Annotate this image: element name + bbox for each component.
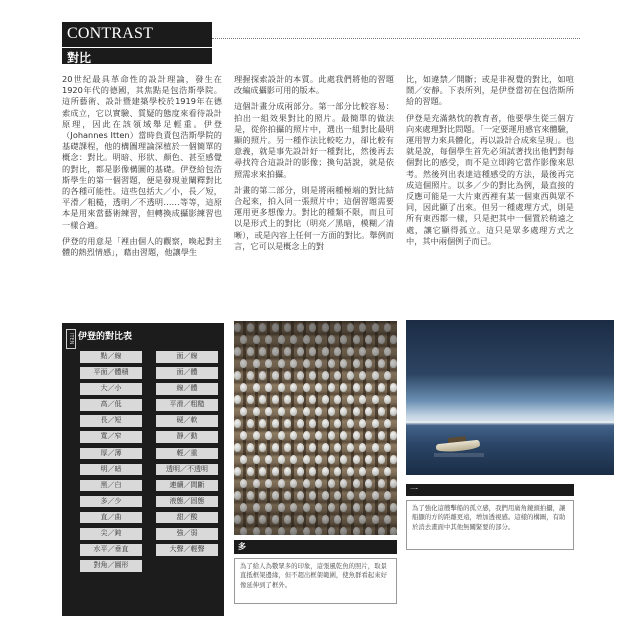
contrast-pair: 多／少 bbox=[80, 496, 142, 508]
contrast-pair: 厚／薄 bbox=[80, 448, 142, 460]
contrast-pair: 液態／固態 bbox=[156, 496, 218, 508]
boat-hull bbox=[436, 440, 481, 454]
contrast-pair: 寬／窄 bbox=[80, 431, 142, 443]
photo1-caption-box bbox=[234, 558, 397, 604]
contrast-pair: 黑／白 bbox=[80, 480, 142, 492]
paragraph: 這個計畫分成兩部分。第一部分比較容易：拍出一組效果對比的照片。最簡單的做法是，從你拍攝的照片中，選出一組對比最明顯的照片。另一種作法比較吃力，卻比較有意義，就是事先設計好一種對比，然後再去尋找符合這設計的影像；換句話說，就是依照需求來拍攝。 bbox=[234, 101, 394, 179]
paragraph: 比，如違禁／開斷；或是非視覺的對比，如喧鬧／安靜。下表所列，是伊登當初在包浩斯所給的習題。 bbox=[406, 74, 574, 107]
photo-vignette bbox=[234, 321, 397, 535]
paragraph: 伊登是充滿熱忱的教育者，他要學生從三個方向來處理對比問題。「一定要運用感官來體驗，運用智力來具體化，再以設計合成來呈現」。也就是說，每個學生首先必須試著找出他們對每個對比的感受，而不是立即跨它當作影像來思考。然後列出表達這種感受的方法，最後再完成這個照片。以多／少的對比為例，最直接的反應可能是一大片東西裡有某一個東西與眾不同，因此顯了出來。但另一種處理方式，則是所有東西都一樣，只是把其中一個置於稍遠之處，讓它顯得孤立。這只是眾多處理方式之中，其中兩個例子而已。 bbox=[406, 112, 574, 246]
photo2-caption-box bbox=[406, 500, 574, 550]
contrast-pair: 對角／圓形 bbox=[80, 560, 142, 572]
sidebar-tag: ITEN bbox=[66, 329, 76, 349]
photo2-label-bar bbox=[406, 484, 574, 496]
contrast-pair: 尖／鈍 bbox=[80, 528, 142, 540]
photo1-label-bar bbox=[234, 540, 397, 554]
contrast-pair: 靜／動 bbox=[156, 431, 218, 443]
horizon-line bbox=[406, 421, 614, 423]
contrast-pair: 大聲／輕聲 bbox=[156, 544, 218, 556]
contrast-pair: 平滑／粗糙 bbox=[156, 399, 218, 411]
paragraph: 20世紀最具革命性的設計理論，發生在1920年代的德國，其焦點是包浩斯學院。這所藝術、設計暨建築學校於1919年在德索成立，它以實驗、質疑的態度來看待設計原理，因此在該領域舉足輕重。伊登（Johannes Itten）當時負責包浩斯學院的基礎課程，他的構圖理論深植於一個簡單的概念：對比。明暗、形狀、顏色、甚至感覺的對比，都是影像構圖的基礎。伊登給包浩斯學生的第一個習題，便是發現並闡釋對比的各種可能性。這些包括大／小，長／短，平滑／粗糙，透明／不透明……等等，這原本是用來當藝術練習，但轉換成攝影練習也一樣合適。 bbox=[62, 74, 222, 230]
contrast-pair: 線／體 bbox=[156, 383, 218, 395]
body-column-3 bbox=[406, 74, 574, 252]
contrast-pair: 面／體 bbox=[156, 367, 218, 379]
water-reflection bbox=[434, 453, 484, 457]
contrast-pair: 點／線 bbox=[80, 351, 142, 363]
contrast-table-title: 伊登的對比表 bbox=[78, 332, 133, 342]
header-dotted-rule bbox=[212, 38, 580, 39]
contrast-pair: 大／小 bbox=[80, 383, 142, 395]
contrast-pair: 甜／酸 bbox=[156, 512, 218, 524]
photo-dried-fish bbox=[234, 321, 397, 535]
contrast-pair: 直／曲 bbox=[80, 512, 142, 524]
header-title-zh: 對比 bbox=[67, 51, 92, 65]
contrast-pair: 面／線 bbox=[156, 351, 218, 363]
body-column-1 bbox=[62, 74, 222, 263]
contrast-pair: 明／暗 bbox=[80, 464, 142, 476]
contrast-pair: 平面／體積 bbox=[80, 367, 142, 379]
contrast-table-grid bbox=[80, 351, 218, 572]
photo1-caption: 為了給人為數眾多的印象，這張風乾魚的照片，取景直抵框架邊緣，但不超出框架範圍，使魚群看起來好像延伸到了框外。 bbox=[240, 562, 387, 589]
contrast-pair: 長／短 bbox=[80, 415, 142, 427]
contrast-pair: 透明／不透明 bbox=[156, 464, 218, 476]
photo2-label: 一 bbox=[410, 485, 418, 494]
paragraph: 理握探索設計的本質。此處我們將他的習題改編成攝影可用的版本。 bbox=[234, 74, 394, 96]
header-title-en: CONTRAST bbox=[67, 25, 154, 42]
contrast-pair: 水平／垂直 bbox=[80, 544, 142, 556]
contrast-table-box bbox=[62, 323, 224, 616]
photo2-caption: 為了強化這艘擊船的孤立感，我們用廣角鏡頭拍攝，讓船顯的方的距離更遠，增加透視感。這樣的構圖，有助於消去畫面中其他無關緊要的部分。 bbox=[412, 504, 566, 531]
header-rule bbox=[62, 47, 212, 48]
contrast-pair: 連續／間斷 bbox=[156, 480, 218, 492]
paragraph: 計畫的第二部分，則是將兩種極端的對比結合起來，拍入同一張照片中；這個習題需要運用更多想像力。對比的種類不限，而且可以是形式上的對比（明亮／黑暗，模糊／清晰），或是內容上任何一方面的對比。舉例而言，它可以是概念上的對 bbox=[234, 184, 394, 251]
contrast-pair: 高／低 bbox=[80, 399, 142, 411]
contrast-pair: 硬／軟 bbox=[156, 415, 218, 427]
page-header bbox=[62, 22, 212, 64]
photo1-label: 多 bbox=[238, 542, 246, 551]
contrast-pair: 強／弱 bbox=[156, 528, 218, 540]
photo-lone-boat bbox=[406, 320, 614, 475]
body-column-2 bbox=[234, 74, 394, 257]
paragraph: 伊登的用意是「裡由個人的觀察，喚起對主體的熱烈情感」，藉由習題，他讓學生 bbox=[62, 235, 222, 258]
contrast-pair: 輕／重 bbox=[156, 448, 218, 460]
